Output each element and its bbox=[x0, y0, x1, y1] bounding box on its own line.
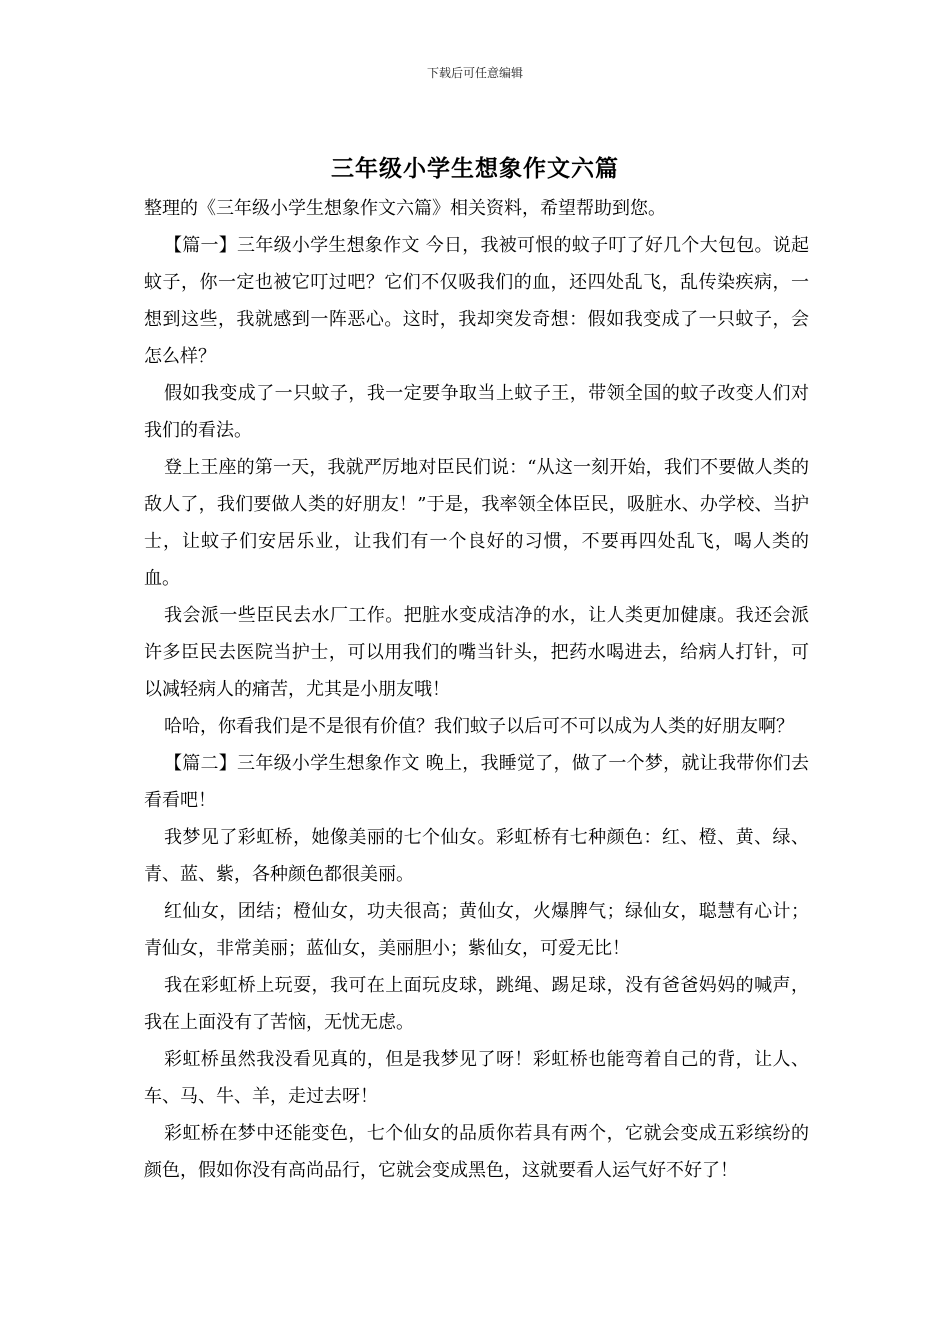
paragraph: 我会派一些臣民去水厂工作。把脏水变成洁净的水，让人类更加健康。我还会派许多臣民去医院当护士，可以用我们的嘴当针头，把药水喝进去，给病人打针，可以减轻病人的痛苦，尤其是小朋友哦！ bbox=[144, 605, 809, 700]
paragraph: 【篇二】三年级小学生想象作文 晚上，我睡觉了，做了一个梦，就让我带你们去看看吧！ bbox=[144, 753, 809, 811]
intro-paragraph: 整理的《三年级小学生想象作文六篇》相关资料，希望帮助到您。 bbox=[144, 198, 666, 219]
paragraph: 我梦见了彩虹桥，她像美丽的七个仙女。彩虹桥有七种颜色：红、橙、黄、绿、青、蓝、紫，各种颜色都很美丽。 bbox=[144, 827, 809, 885]
paragraph: 假如我变成了一只蚊子，我一定要争取当上蚊子王，带领全国的蚊子改变人们对我们的看法。 bbox=[144, 383, 809, 441]
paragraph: 【篇一】三年级小学生想象作文 今日，我被可恨的蚊子叮了好几个大包包。说起蚊子，你一定也被它叮过吧？它们不仅吸我们的血，还四处乱飞，乱传染疾病，一想到这些，我就感到一阵恶心。这时，我却突发奇想：假如我变成了一只蚊子，会怎么样？ bbox=[144, 235, 809, 367]
paragraph: 红仙女，团结；橙仙女，功夫很高；黄仙女，火爆脾气；绿仙女，聪慧有心计；青仙女，非常美丽；蓝仙女，美丽胆小；紫仙女，可爱无比！ bbox=[144, 901, 809, 959]
paragraph: 登上王座的第一天，我就严厉地对臣民们说：“从这一刻开始，我们不要做人类的敌人了，我们要做人类的好朋友！”于是，我率领全体臣民，吸脏水、办学校、当护士，让蚊子们安居乐业，让我们有一个良好的习惯，不要再四处乱飞，喝人类的血。 bbox=[144, 457, 809, 589]
page-header-note: 下载后可任意编辑 bbox=[426, 66, 523, 80]
paragraph: 彩虹桥在梦中还能变色，七个仙女的品质你若具有两个，它就会变成五彩缤纷的颜色，假如你没有高尚品行，它就会变成黑色，这就要看人运气好不好了！ bbox=[144, 1123, 809, 1181]
paragraph: 我在彩虹桥上玩耍，我可在上面玩皮球，跳绳、踢足球，没有爸爸妈妈的喊声，我在上面没有了苦恼，无忧无虑。 bbox=[144, 975, 809, 1033]
document-body bbox=[144, 190, 809, 1189]
paragraph: 哈哈，你看我们是不是很有价值？我们蚊子以后可不可以成为人类的好朋友啊？ bbox=[164, 716, 794, 737]
document-title: 三年级小学生想象作文六篇 bbox=[331, 155, 619, 182]
paragraph: 彩虹桥虽然我没看见真的，但是我梦见了呀！彩虹桥也能弯着自己的背，让人、车、马、牛、羊，走过去呀！ bbox=[144, 1049, 809, 1107]
